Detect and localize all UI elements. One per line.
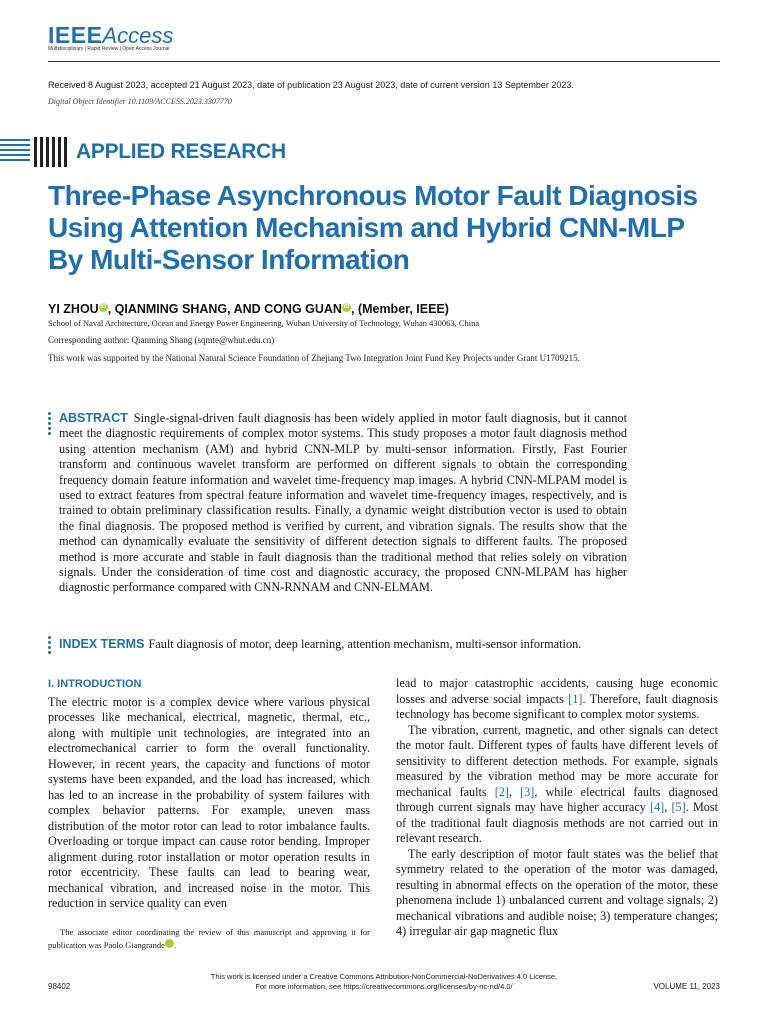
intro-paragraph-1: The electric motor is a complex device where various physical processes like mechanical, electrical, magnetic, thermal, etc., along with multiple unit technologies, are integrated into an electromechanical carrier to form the overall functionality. However, in recent years, the capacity and functions of motor systems have been expanded, and the load has increased, which has led to an increase in the probability of system failures with complex behavior patterns. For example, uneven mass distribution of the motor rotor can lead to rotor imbalance faults. Overloading or torque impact can cause rotor bending. Improper alignment during rotor installation or motor operation results in rotor eccentricity. These faults can lead to bearing wear, mechanical vibration, and increased noise in the motor. This reduction in service quality can even <box>48 694 370 910</box>
journal-logo <box>48 22 173 49</box>
license-line-1: This work is licensed under a Creative Commons Attribution-NonCommercial-NoDerivatives 4.0 License. <box>210 972 558 981</box>
logo-ieee: IEEE <box>48 22 103 48</box>
intro-paragraph-2 <box>396 723 718 847</box>
citation-link[interactable]: [1] <box>568 691 583 706</box>
header-rule <box>48 61 720 62</box>
footnote-text: The associate editor coordinating the review of this manuscript and approving it for publication was Paolo Giangrande <box>48 927 370 950</box>
index-terms <box>59 637 627 652</box>
index-terms-text: Fault diagnosis of motor, deep learning, attention mechanism, multi-sensor information. <box>148 637 582 651</box>
logo-access: Access <box>102 23 174 48</box>
citation-link[interactable]: [3] <box>520 784 535 799</box>
author-list <box>48 302 449 316</box>
abstract-label: ABSTRACT <box>59 411 128 425</box>
column-left <box>48 677 370 912</box>
text-run: . Most of the traditional fault diagnosis methods are not carried out in relevant research. <box>396 800 719 845</box>
volume-label: VOLUME 11, 2023 <box>653 982 720 991</box>
page-number: 98402 <box>48 982 71 991</box>
text-run: lead to major catastrophic accidents, causing huge economic losses and adverse social impacts <box>396 676 718 706</box>
intro-paragraph-3: The early description of motor fault states was the belief that symmetry related to the operation of the motor was damaged, resulting in abnormal effects on the operation of the motor, these phenomena include 1) unbalanced current and voltage signals; 2) mechanical vibrations and audible noise; 3) temperature changes; 4) irregular air gap magnetic flux <box>396 846 718 938</box>
abstract-text: Single-signal-driven fault diagnosis has been widely applied in motor fault diagnosis, but it cannot meet the diagnostic requirements of complex motor systems. This study proposes a motor fault diagnosis method using attention mechanism (AM) and hybrid CNN-MLP by multi-sensor information. Firstly, Fast Fourier transform and continuous wavelet transform are performed on different signals to obtain the corresponding frequency domain feature information and wavelet time-frequency map images. A hybrid CNN-MLPAM model is used to extract features from spectral feature information and wavelet time-frequency images, respectively, and is trained to obtain preliminary classification results. Finally, a dynamic weight distribution vector is used to obtain the final diagnosis. The proposed method is verified by current, and vibration signals. The results show that the method can dynamically evaluate the sensitivity of different detection signals to different faults. The proposed method is more accurate and stable in fault diagnosis than the traditional method that relies solely on vibration signals. Under the consideration of time cost and diagnostic accuracy, the proposed CNN-MLPAM has higher diagnostic performance compared with CNN-RNNAM and CNN-ELMAM. <box>59 411 627 595</box>
logo-tagline: Multidisciplinary | Rapid Review | Open Access Journal <box>48 46 170 52</box>
author-2-3: , QIANMING SHANG, AND CONG GUAN <box>107 302 342 316</box>
doi: Digital Object Identifier 10.1109/ACCESS.2023.3307770 <box>48 97 232 106</box>
author-membership: , (Member, IEEE) <box>350 302 449 316</box>
author-1: YI ZHOU <box>48 302 99 316</box>
text-run: , <box>508 784 521 799</box>
orcid-icon[interactable]: iD <box>165 939 174 948</box>
orcid-icon[interactable]: iD <box>100 303 107 310</box>
abstract-dots-icon <box>48 412 51 437</box>
intro-paragraph-1-cont <box>396 676 718 723</box>
citation-link[interactable]: [4] <box>650 800 665 814</box>
section-label: APPLIED RESEARCH <box>76 140 286 163</box>
column-right <box>396 676 718 940</box>
citation-link[interactable]: [5] <box>671 800 686 814</box>
paper-title: Three-Phase Asynchronous Motor Fault Diagnosis Using Attention Mechanism and Hybrid CNN-MLP By Multi-Sensor Information <box>48 180 698 275</box>
editor-footnote: The associate editor coordinating the review of this manuscript and approving it for publication was Paolo Giangrande iD. <box>48 927 370 950</box>
index-terms-label: INDEX TERMS <box>59 637 145 651</box>
index-dots-icon <box>48 636 51 656</box>
received-dates: Received 8 August 2023, accepted 21 August 2023, date of publication 23 August 2023, date of current version 13 September 2023. <box>48 80 574 90</box>
corresponding-author: Corresponding author: Qianming Shang (sqmte@whut.edu.cn) <box>48 335 275 345</box>
intro-heading: I. INTRODUCTION <box>48 678 142 690</box>
text-run: , while electrical faults diagnosed through current signals may have higher accuracy <box>396 784 718 814</box>
affiliation: School of Naval Architecture, Ocean and Energy Power Engineering, Wuhan University of Technology, Wuhan 430063, China <box>48 318 480 328</box>
funding-statement: This work was supported by the National Natural Science Foundation of Zhejiang Two Integration Joint Fund Key Projects under Grant U1709215. <box>48 353 580 363</box>
orcid-icon[interactable]: iD <box>343 303 350 310</box>
text-run: The vibration, current, magnetic, and other signals can detect the motor fault. Different types of faults have different levels of sensitivity to different detection methods. For example, signals measured by the vibration method may be more accurate for mechanical faults <box>396 722 718 799</box>
abstract <box>59 411 627 596</box>
license-link[interactable]: For more information, see https://creativecommons.org/licenses/by-nc-nd/4.0/ <box>255 982 513 991</box>
text-run: , <box>664 800 672 814</box>
citation-link[interactable]: [2] <box>494 784 509 799</box>
section-stripes-icon <box>0 137 70 167</box>
text-run: . Therefore, fault diagnosis technology has become significant to complex motor systems. <box>396 691 718 721</box>
